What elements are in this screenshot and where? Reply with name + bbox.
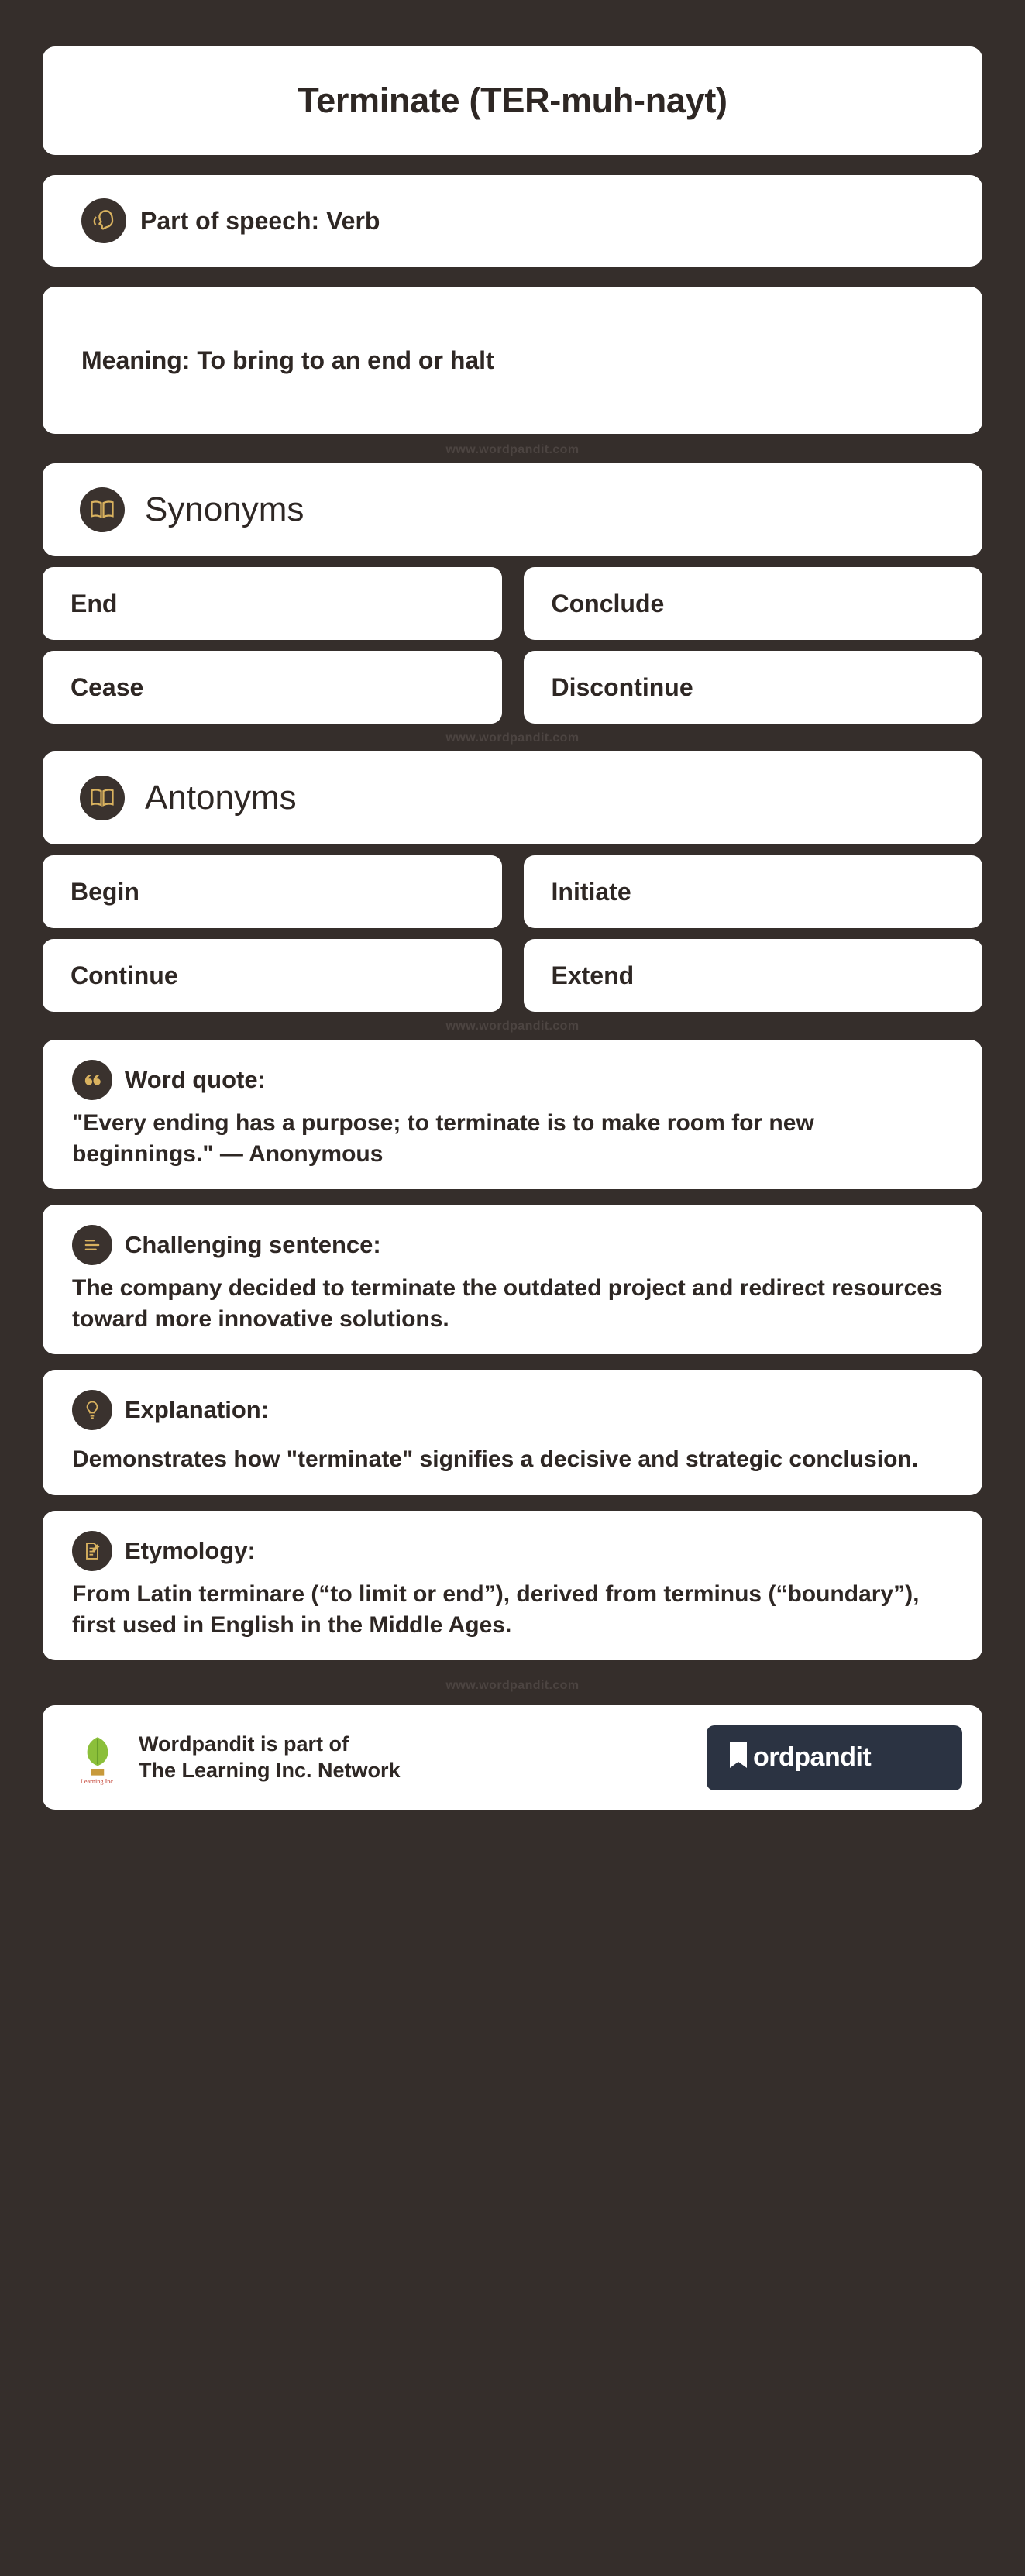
antonyms-header-card — [43, 751, 982, 844]
watermark-1: www.wordpandit.com — [445, 443, 580, 456]
antonyms-heading: Antonyms — [145, 779, 297, 817]
footer-left — [74, 1731, 401, 1785]
footer-text — [139, 1732, 401, 1784]
synonym-item — [524, 651, 983, 724]
synonym-item — [43, 567, 502, 640]
synonym-item — [524, 567, 983, 640]
synonyms-grid — [43, 567, 982, 724]
synonyms-header-card — [43, 463, 982, 556]
watermark-2: www.wordpandit.com — [445, 731, 580, 745]
etymology-header — [72, 1531, 951, 1571]
explanation-heading: Explanation: — [125, 1396, 270, 1424]
antonym-label: Extend — [551, 961, 635, 989]
speaking-head-icon — [81, 198, 126, 243]
learning-inc-logo-icon — [74, 1731, 122, 1785]
part-of-speech-text: Part of speech: Verb — [140, 206, 380, 235]
synonym-label: Cease — [71, 672, 144, 701]
etymology-card — [43, 1511, 982, 1660]
footer-line-2: The Learning Inc. Network — [139, 1758, 401, 1782]
word-quote-card — [43, 1040, 982, 1189]
challenging-sentence-heading: Challenging sentence: — [125, 1231, 381, 1259]
part-of-speech-card — [43, 175, 982, 267]
synonyms-heading: Synonyms — [145, 490, 304, 528]
lightbulb-icon — [72, 1390, 112, 1430]
synonym-label: Conclude — [551, 589, 665, 617]
meaning-card — [43, 287, 982, 434]
text-lines-icon — [72, 1225, 112, 1265]
explanation-header — [72, 1390, 951, 1430]
explanation-card — [43, 1370, 982, 1495]
word-quote-heading: Word quote: — [125, 1066, 266, 1093]
antonym-item — [524, 855, 983, 928]
antonym-item — [43, 855, 502, 928]
word-title-card — [43, 46, 982, 155]
page-title: Terminate (TER-muh-nayt) — [298, 81, 727, 120]
open-book-icon — [80, 487, 125, 532]
wordpandit-brand-badge — [707, 1725, 962, 1790]
challenging-sentence-card — [43, 1205, 982, 1354]
challenging-sentence-header — [72, 1225, 951, 1265]
open-book-icon — [80, 776, 125, 820]
challenging-sentence-text: The company decided to terminate the outdated project and redirect resources toward more innovative solutions. — [72, 1275, 943, 1332]
antonym-label: Initiate — [551, 877, 631, 906]
footer-card — [43, 1705, 982, 1810]
etymology-heading: Etymology: — [125, 1536, 256, 1564]
synonym-label: End — [71, 589, 118, 617]
word-quote-text: "Every ending has a purpose; to terminate is to make room for new beginnings." — Anonymous — [72, 1110, 814, 1167]
watermark-4: www.wordpandit.com — [445, 1679, 580, 1693]
brand-name: ordpandit — [753, 1742, 872, 1773]
word-quote-header — [72, 1060, 951, 1100]
meaning-text: Meaning: To bring to an end or halt — [81, 346, 494, 374]
antonym-label: Begin — [71, 877, 139, 906]
antonyms-grid — [43, 855, 982, 1012]
etymology-text: From Latin terminare (“to limit or end”), derived from terminus (“boundary”), first used in English in the Middle Ages. — [72, 1580, 920, 1638]
antonym-label: Continue — [71, 961, 178, 989]
watermark-3: www.wordpandit.com — [445, 1020, 580, 1033]
antonym-item — [524, 939, 983, 1012]
bookmark-icon — [727, 1740, 750, 1775]
quote-icon — [72, 1060, 112, 1100]
antonym-item — [43, 939, 502, 1012]
footer-line-1: Wordpandit is part of — [139, 1732, 349, 1756]
synonym-label: Discontinue — [551, 672, 693, 701]
logo-caption: Learning Inc. — [80, 1777, 115, 1785]
writing-hand-icon — [72, 1531, 112, 1571]
explanation-text: Demonstrates how "terminate" signifies a decisive and strategic conclusion. — [72, 1446, 919, 1473]
synonym-item — [43, 651, 502, 724]
